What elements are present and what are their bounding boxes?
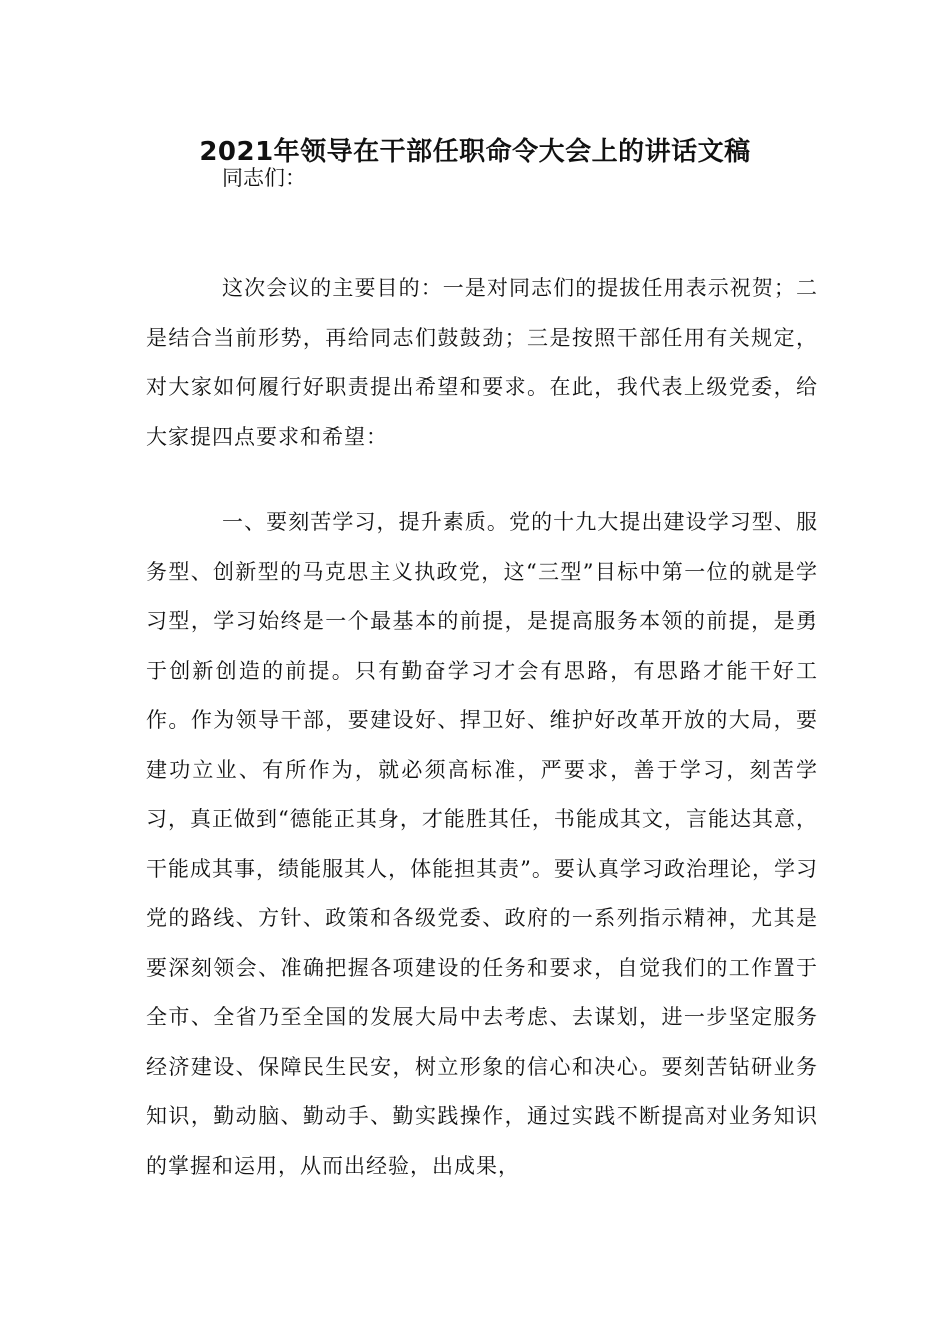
document-title: 2021年领导在干部任职命令大会上的讲话文稿 (199, 137, 751, 167)
paragraph-point-one: 一、要刻苦学习，提升素质。党的十九大提出建设学习型、服务型、创新型的马克思主义执政党，这“三型”目标中第一位的就是学习型，学习始终是一个最基本的前提，是提高服务本领的前提，是勇于创新创造的前提。只有勤奋学习才会有思路，有思路才能干好工作。作为领导干部，要建设好、捍卫好、维护好改革开放的大局，要建功立业、有所作为，就必须高标准，严要求，善于学习，刻苦学习，真正做到“德能正其身，才能胜其任，书能成其文，言能达其意，干能成其事，绩能服其人，体能担其责”。要认真学习政治理论，学习党的路线、方针、政策和各级党委、政府的一系列指示精神，尤其是要深刻领会、准确把握各项建设的任务和要求，自觉我们的工作置于全市、全省乃至全国的发展大局中去考虑、去谋划，进一步坚定服务经济建设、保障民生民安，树立形象的信心和决心。要刻苦钻研业务知识，勤动脑、勤动手、勤实践操作，通过实践不断提高对业务知识的掌握和运用，从而出经验，出成果， (146, 510, 818, 1178)
salutation: 同志们： (222, 166, 306, 190)
paragraph-intro: 这次会议的主要目的：一是对同志们的提拔任用表示祝贺；二是结合当前形势，再给同志们鼓鼓劲；三是按照干部任用有关规定，对大家如何履行好职责提出希望和要求。在此，我代表上级党委，给大家提四点要求和希望： (146, 276, 818, 449)
